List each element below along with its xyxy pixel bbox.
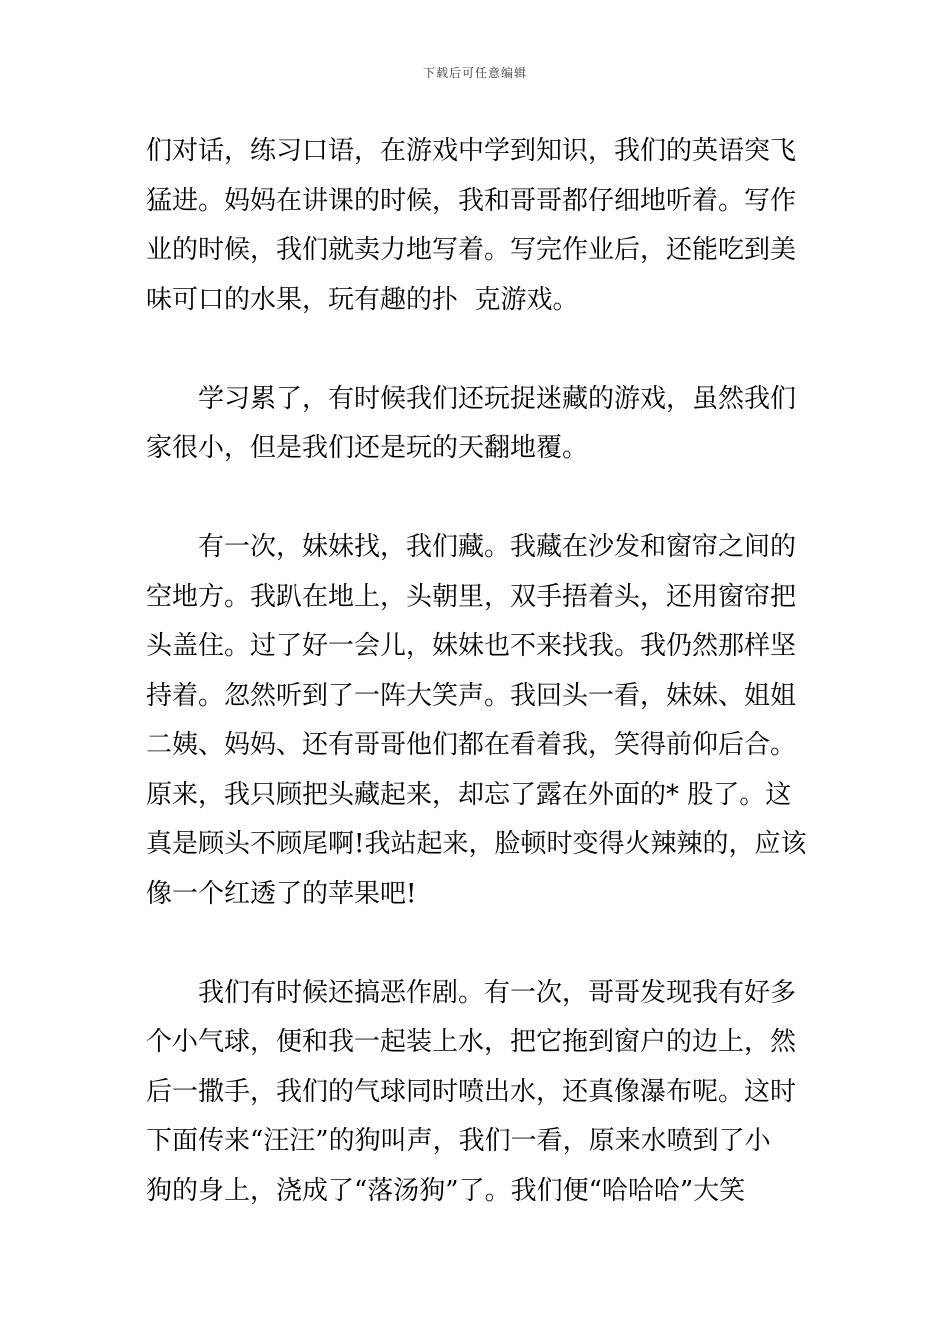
paragraph-line: 真是顾头不顾尾啊!我站起来，脸顿时变得火辣辣的，应该: [146, 829, 807, 859]
paragraph-line: 像一个红透了的苹果吧!: [146, 878, 417, 909]
paragraph-spacer: [146, 474, 811, 524]
paragraph-spacer: [146, 919, 811, 969]
paragraph-line: 们对话，练习口语，在游戏中学到知识，我们的英语突飞: [146, 136, 797, 166]
paragraph-4: [146, 969, 811, 1217]
paragraph-line: 我们有时候还搞恶作剧。有一次，哥哥发现我有好多: [198, 977, 797, 1008]
paragraph-1: [146, 127, 811, 325]
paragraph-line: 家很小，但是我们还是玩的天翻地覆。: [146, 433, 589, 463]
paragraph-line: 二姨、妈妈、还有哥哥他们都在看着我，笑得前仰后合。: [146, 730, 797, 760]
document-body: [146, 127, 811, 1216]
paragraph-line: 业的时候，我们就卖力地写着。写完作业后，还能吃到美: [146, 235, 797, 265]
page-header: 下载后可任意编辑: [422, 66, 527, 80]
paragraph-line: 后一撒手，我们的气球同时喷出水，还真像瀑布呢。这时: [146, 1076, 797, 1107]
paragraph-line: 个小气球，便和我一起装上水，把它拖到窗户的边上，然: [146, 1027, 797, 1057]
paragraph-line: 下面传来“汪汪”的狗叫声，我们一看，原来水喷到了小: [146, 1126, 771, 1156]
paragraph-line: 狗的身上，浇成了“落汤狗”了。我们便“哈哈哈”大笑: [146, 1175, 746, 1206]
paragraph-line: 味可口的水果，玩有趣的扑 克游戏。: [146, 284, 579, 315]
paragraph-line: 猛进。妈妈在讲课的时候，我和哥哥都仔细地听着。写作: [146, 185, 797, 216]
paragraph-line: 原来，我只顾把头藏起来，却忘了露在外面的* 股了。这: [146, 779, 792, 810]
paragraph-3: [146, 523, 811, 919]
paragraph-line: 持着。忽然听到了一阵大笑声。我回头一看，妹妹、姐姐: [146, 680, 797, 711]
paragraph-line: 学习累了，有时候我们还玩捉迷藏的游戏，虽然我们: [198, 383, 797, 414]
paragraph-line: 有一次，妹妹找，我们藏。我藏在沙发和窗帘之间的: [198, 532, 797, 562]
paragraph-line: 头盖住。过了好一会儿，妹妹也不来找我。我仍然那样坚: [146, 631, 797, 661]
paragraph-2: [146, 375, 811, 474]
paragraph-spacer: [146, 325, 811, 375]
paragraph-line: 空地方。我趴在地上，头朝里，双手捂着头，还用窗帘把: [146, 581, 797, 612]
